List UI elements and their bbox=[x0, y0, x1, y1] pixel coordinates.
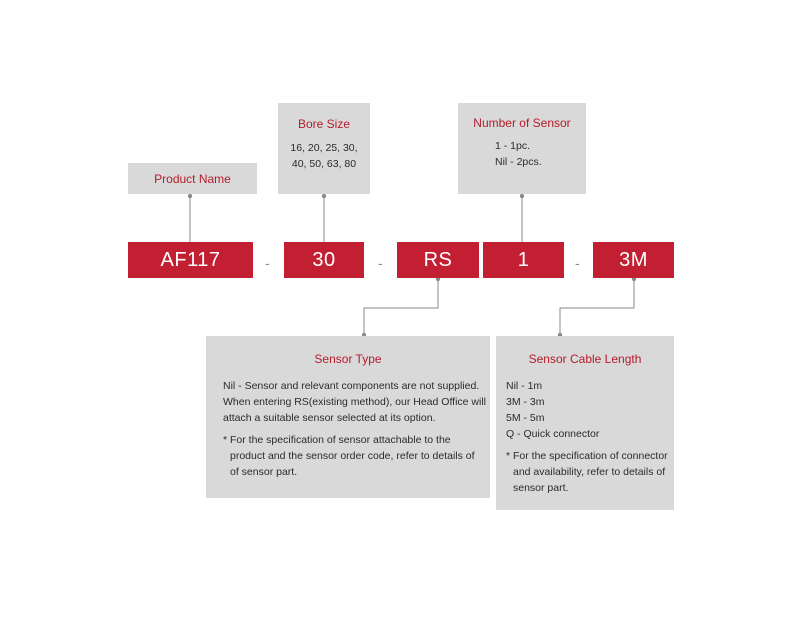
cable-length-note-line: and availability, refer to details of bbox=[513, 466, 666, 478]
connector-sensor-type bbox=[364, 277, 438, 336]
connector-dot bbox=[520, 194, 524, 198]
sensor-type-note-line: product and the sensor order code, refer to details of bbox=[230, 450, 475, 462]
cable-length-option: 3M - 3m bbox=[506, 396, 545, 408]
code-separator: - bbox=[575, 255, 580, 271]
code-product-name: AF117 bbox=[128, 242, 253, 278]
code-separator: - bbox=[378, 255, 383, 271]
number-of-sensor-line: Nil - 2pcs. bbox=[495, 156, 542, 168]
sensor-type-line: attach a suitable sensor selected at its option. bbox=[223, 412, 436, 424]
bore-size-line: 40, 50, 63, 80 bbox=[291, 158, 357, 170]
cable-length-note-line: * For the specification of connector bbox=[506, 450, 668, 462]
sensor-type-box bbox=[206, 336, 490, 498]
cable-length-option: Nil - 1m bbox=[506, 380, 543, 392]
sensor-type-note bbox=[206, 432, 490, 480]
code-sensor-type: RS bbox=[397, 242, 479, 278]
bore-size-title: Bore Size bbox=[297, 117, 351, 131]
connector-cable-length bbox=[560, 277, 634, 336]
code-cable-length: 3M bbox=[593, 242, 674, 278]
product-name-box bbox=[128, 163, 257, 194]
cable-length-option: Q - Quick connector bbox=[506, 428, 600, 440]
cable-length-box bbox=[496, 336, 674, 510]
number-of-sensor-title: Number of Sensor bbox=[473, 116, 571, 130]
sensor-type-note-line: * For the specification of sensor attachable to the bbox=[223, 434, 451, 446]
sensor-type-note-line: of sensor part. bbox=[230, 466, 298, 478]
sensor-type-description bbox=[206, 378, 490, 426]
number-of-sensor-line: 1 - 1pc. bbox=[495, 140, 531, 152]
cable-length-note-line: sensor part. bbox=[513, 482, 569, 494]
code-separator: - bbox=[265, 255, 270, 271]
number-of-sensor-box bbox=[458, 103, 586, 194]
cable-length-title: Sensor Cable Length bbox=[528, 352, 642, 366]
connector-dot bbox=[322, 194, 326, 198]
code-number-of-sensor: 1 bbox=[483, 242, 564, 278]
sensor-type-line: Nil - Sensor and relevant components are not supplied. bbox=[223, 380, 480, 392]
sensor-type-line: When entering RS(existing method), our Head Office will bbox=[223, 396, 487, 408]
number-of-sensor-values bbox=[458, 138, 586, 170]
code-bore-size: 30 bbox=[284, 242, 364, 278]
cable-length-options bbox=[496, 378, 674, 442]
connector-dot bbox=[188, 194, 192, 198]
cable-length-option: 5M - 5m bbox=[506, 412, 545, 424]
bore-size-values bbox=[278, 140, 370, 172]
product-name-title: Product Name bbox=[154, 172, 231, 186]
bore-size-box bbox=[278, 103, 370, 194]
bore-size-line: 16, 20, 25, 30, bbox=[290, 142, 358, 154]
sensor-type-title: Sensor Type bbox=[314, 352, 382, 366]
cable-length-note bbox=[496, 448, 674, 496]
